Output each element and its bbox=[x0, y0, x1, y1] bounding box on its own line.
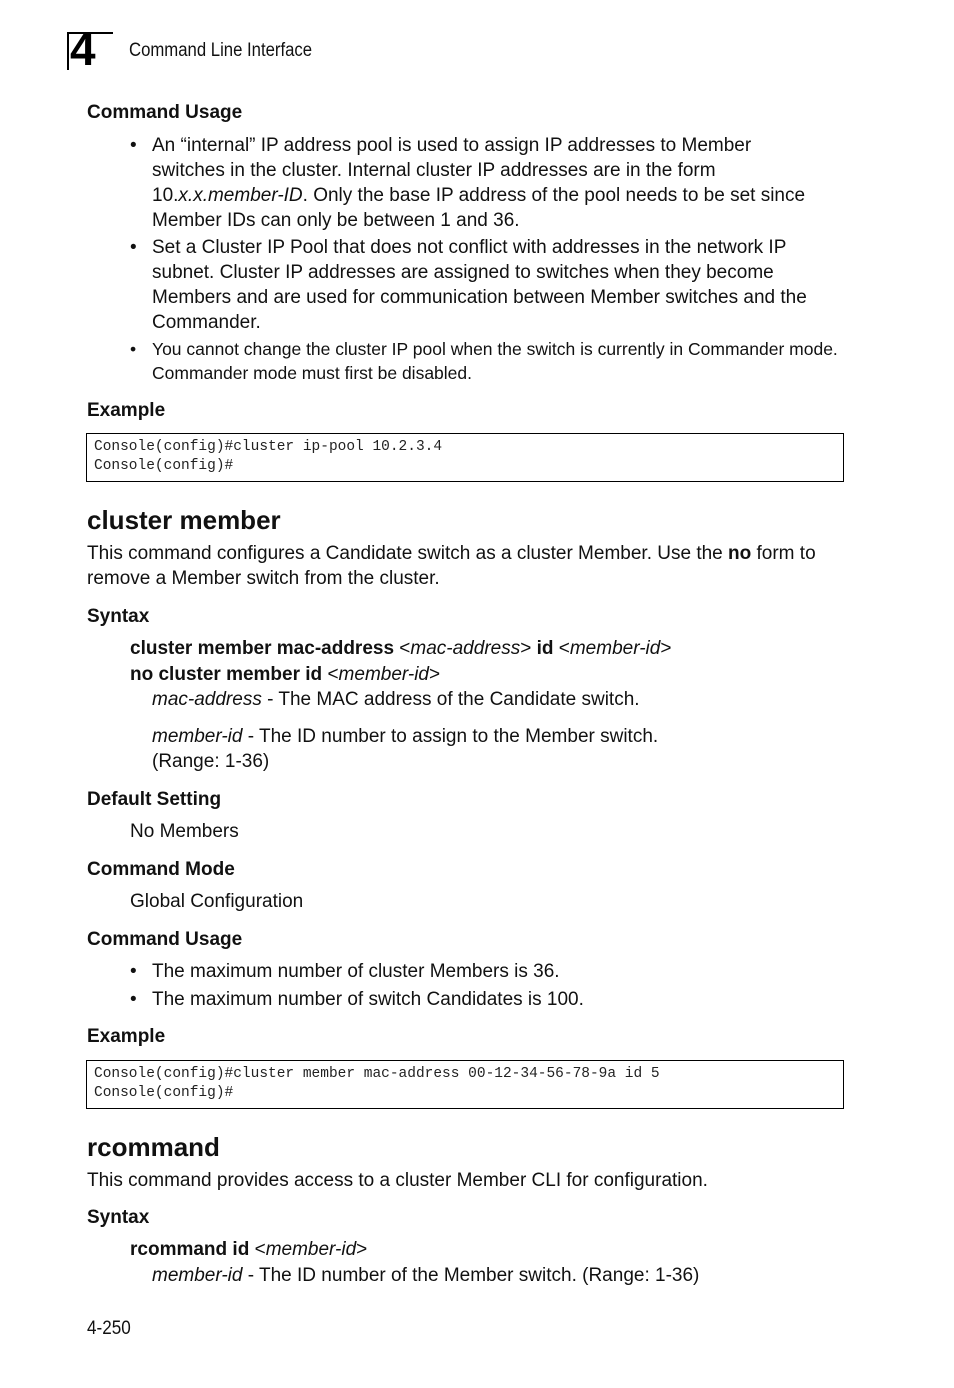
ip-pool-usage-list bbox=[130, 133, 850, 385]
param-member-id: member-id - The ID number to assign to the Member switch. bbox=[152, 726, 659, 747]
command-mode-value: Global Configuration bbox=[130, 891, 304, 912]
ip-pool-example-heading: Example bbox=[87, 400, 166, 421]
list-item-text: The maximum number of switch Candidates is 100. bbox=[152, 989, 584, 1010]
list-item-text: 10.x.x.member-ID. Only the base IP address of the pool needs to be set since bbox=[152, 185, 806, 206]
syntax-line-rcommand: rcommand id <member-id> bbox=[130, 1239, 368, 1260]
cluster-member-usage-list bbox=[130, 959, 850, 1015]
list-item-text: switches in the cluster. Internal cluster IP addresses are in the form bbox=[152, 160, 716, 181]
bullet-icon: • bbox=[130, 989, 137, 1010]
cluster-member-usage-heading: Command Usage bbox=[87, 929, 243, 950]
default-setting-heading: Default Setting bbox=[87, 789, 222, 810]
list-item bbox=[130, 959, 850, 984]
default-setting-value: No Members bbox=[130, 821, 239, 842]
chapter-number: 4 bbox=[70, 23, 96, 75]
list-item-text: An “internal” IP address pool is used to assign IP addresses to Member bbox=[152, 135, 752, 156]
list-item-text: The maximum number of cluster Members is 36. bbox=[152, 961, 560, 982]
bullet-icon: • bbox=[130, 135, 137, 156]
cluster-member-syntax-heading: Syntax bbox=[87, 606, 150, 627]
list-item bbox=[130, 987, 850, 1012]
list-item bbox=[130, 133, 850, 233]
param-rcommand-member-id: member-id - The ID number of the Member switch. (Range: 1-36) bbox=[152, 1265, 700, 1286]
list-item bbox=[130, 337, 850, 385]
param-mac-address: mac-address - The MAC address of the Candidate switch. bbox=[152, 689, 640, 710]
page-number: 4-250 bbox=[87, 1318, 131, 1339]
ip-pool-example-code: Console(config)#cluster ip-pool 10.2.3.4 Console(config)# bbox=[86, 433, 844, 482]
param-member-id-range: (Range: 1-36) bbox=[152, 751, 270, 772]
list-item-text: Member IDs can only be between 1 and 36. bbox=[152, 210, 520, 231]
cluster-member-example-code: Console(config)#cluster member mac-address 00-12-34-56-78-9a id 5 Console(config)# bbox=[86, 1060, 844, 1109]
list-item-text: Set a Cluster IP Pool that does not conflict with addresses in the network IP subnet. Cluster IP addresses are assigned to switches when they become Members and are used for communication between Member switches and the Commander. bbox=[152, 237, 807, 333]
rcommand-description: This command provides access to a cluster Member CLI for configuration. bbox=[87, 1170, 708, 1191]
rcommand-syntax-heading: Syntax bbox=[87, 1207, 150, 1228]
section-title-cluster-member: cluster member bbox=[87, 505, 281, 535]
bullet-icon: • bbox=[130, 961, 137, 982]
syntax-line-remove: no cluster member id <member-id> bbox=[130, 664, 441, 685]
ip-pool-usage-heading: Command Usage bbox=[87, 102, 243, 123]
list-item-text: You cannot change the cluster IP pool when the switch is currently in Commander mode. Commander mode must first be disabled. bbox=[152, 339, 838, 383]
cluster-member-description: This command configures a Candidate switch as a cluster Member. Use the no form to remove a Member switch from the cluster. bbox=[87, 543, 816, 589]
list-item bbox=[130, 235, 850, 335]
running-header-title: Command Line Interface bbox=[129, 40, 313, 61]
cluster-member-example-heading: Example bbox=[87, 1026, 166, 1047]
command-mode-heading: Command Mode bbox=[87, 859, 235, 880]
section-title-rcommand: rcommand bbox=[87, 1132, 220, 1162]
bullet-icon: • bbox=[130, 237, 137, 258]
syntax-line-add: cluster member mac-address <mac-address> id <member-id> bbox=[130, 638, 672, 659]
bullet-icon: • bbox=[130, 339, 137, 359]
